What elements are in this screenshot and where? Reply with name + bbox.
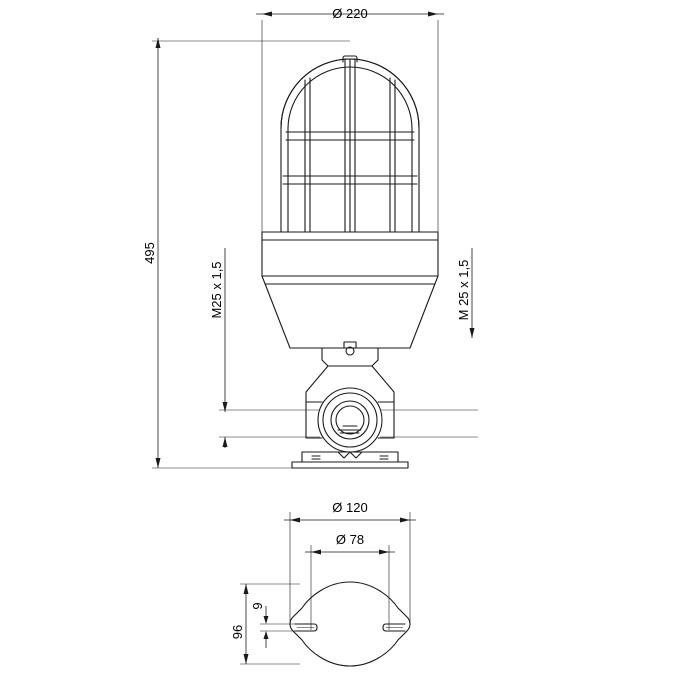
dim-arrow-495-top	[156, 38, 161, 48]
dim-arrow-thread-left-2	[223, 437, 228, 447]
dim-arrow-9-bottom	[264, 631, 269, 639]
bracket-right-arm	[372, 366, 394, 402]
dim-label-slot-9: 9	[250, 602, 265, 610]
dim-arrow-220-left	[262, 12, 272, 17]
dim-arrow-120-right	[400, 518, 410, 523]
dim-label-diameter-120: Ø 120	[332, 500, 368, 515]
dim-label-diameter-78: Ø 78	[335, 532, 365, 547]
base-notch-right	[350, 452, 362, 458]
dim-arrow-96-bottom	[244, 654, 249, 664]
dim-label-thread-left: M25 x 1,5	[209, 261, 224, 319]
base-right-hole	[380, 456, 388, 459]
plan-view-group	[290, 582, 410, 666]
dim-arrow-220-right	[428, 12, 438, 17]
base-plate	[292, 452, 408, 468]
bracket-left-arm	[306, 366, 328, 402]
front-view-group	[262, 56, 438, 468]
dim-arrow-495-bottom	[156, 458, 161, 468]
dim-label-width-96: 96	[230, 624, 245, 640]
hub-outer-circle	[318, 388, 382, 452]
dim-label-height-495: 495	[142, 242, 157, 264]
base-notch-left	[338, 452, 350, 458]
dim-arrow-78-left	[311, 550, 321, 555]
dim-arrow-thread-left	[223, 402, 228, 412]
neck-block	[322, 348, 378, 366]
dim-label-diameter-220: Ø 220	[332, 6, 368, 21]
plan-dimensions-group	[240, 512, 416, 664]
dim-label-thread-right: M 25 x 1,5	[456, 259, 471, 321]
dim-arrow-9-top	[264, 616, 269, 624]
lens-collar	[262, 232, 438, 276]
housing-body	[262, 276, 438, 348]
dim-arrow-78-right	[379, 550, 389, 555]
base-left-hole	[312, 456, 320, 459]
dim-arrow-96-top	[244, 584, 249, 594]
dim-arrow-120-left	[290, 518, 300, 523]
dim-arrow-thread-right	[470, 328, 475, 338]
